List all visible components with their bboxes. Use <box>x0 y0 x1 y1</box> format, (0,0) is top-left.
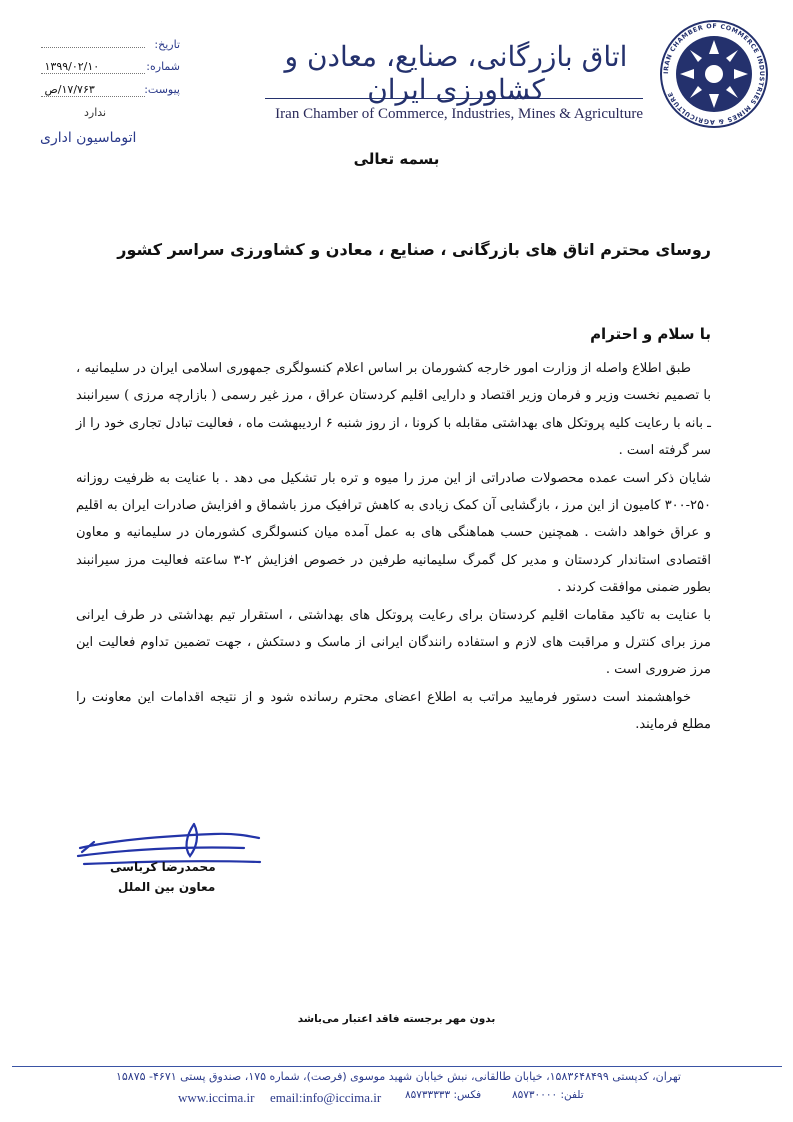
number-row <box>40 60 180 74</box>
signer-title: معاون بین الملل <box>118 880 216 894</box>
svg-text:IRAN CHAMBER OF COMMERCE INDUS: IRAN CHAMBER OF COMMERCE INDUSTRIES MINES & AGRICULTURE <box>662 22 766 126</box>
number-value: ۱۳۹۹/۰۲/۱۰ <box>41 60 145 74</box>
automation-label: اتوماسیون اداری <box>40 130 137 146</box>
footer-address: تهران، کدپستی ۱۵۸۳۶۴۸۴۹۹، خیابان طالقانی، نبش خیابان شهید موسوی (فرصت)، شماره ۱۷۵، صندوق پستی ۴۶۷۱- ۱۵۸۷۵ <box>115 1070 681 1083</box>
paragraph: طبق اطلاع واصله از وزارت امور خارجه کشورمان بر اساس اعلام کنسولگری جمهوری اسلامی ایران در سلیمانیه ، با تصمیم نخست وزیر و فرمان وزیر اقتصاد و دارایی اقلیم کردستان عراق ، مرز غیر رسمی ( بازارچه مرزی ) سیرانبند ـ بانه با رعایت کلیه پروتکل های بهداشتی مقابله با کرونا ، از روز شنبه ۶ اردیبهشت ماه ، فعالیت تبادل تجاری خود را از سر گرفته است . <box>76 361 711 459</box>
date-label: تاریخ: <box>154 38 180 51</box>
recipient: روسای محترم اتاق های بازرگانی ، صنایع ، معادن و کشاورزی سراسر کشور <box>117 240 711 259</box>
attachment-value: ۱۷/۷۶۳/ص <box>41 83 145 97</box>
paragraph: خواهشمند است دستور فرمایید مراتب به اطلاع اعضای محترم رسانده شود و از نتیجه اقدامات این معاونت را مطلع فرمایند. <box>76 689 711 733</box>
attachment-label: پیوست: <box>144 83 180 96</box>
bismillah: بسمه تعالی <box>353 150 440 168</box>
footer-tel: تلفن: ۸۵۷۳۰۰۰۰ <box>512 1089 584 1101</box>
chamber-logo <box>658 18 770 130</box>
signer-name: محمدرضا کرباسی <box>110 860 216 874</box>
brand-name-persian: اتاق بازرگانی، صنایع، معادن و کشاورزی ایران <box>284 40 628 106</box>
brand-name-english: Iran Chamber of Commerce, Industries, Mines & Agriculture <box>275 106 643 122</box>
date-row <box>40 38 180 51</box>
footer-website[interactable]: www.iccima.ir <box>178 1090 255 1105</box>
header-divider <box>265 98 643 99</box>
footer-divider <box>12 1066 782 1067</box>
paragraph: شایان ذکر است عمده محصولات صادراتی از این مرز را میوه و تره بار تشکیل می دهد . با عنایت به ظرفیت روزانه ۲۵۰-۳۰۰ کامیون از این مرز ، بازگشایی آن کمک زیادی به کاهش ترافیک مرز باشماق و افزایش صادرات ایران به اقلیم و عراق خواهد داشت . همچنین حسب هماهنگی های به عمل آمده میان کنسولگری کشورمان در سلیمانیه و معاون اقتصادی استاندار کردستان و مدیر کل گمرگ سلیمانیه طرفین در خصوص افزایش ۲-۳ ساعته فعالیت مرز سیرانبند بطور ضمنی موافقت کردند . <box>76 470 711 596</box>
paragraph: با عنایت به تاکید مقامات اقلیم کردستان برای رعایت پروتکل های بهداشتی ، استقرار تیم بهداشتی در طرف ایرانی مرز برای کنترل و مراقبت های لازم و استفاده رانندگان ایرانی از ماسک و دستکش ، جهت تضمین تداوم فعالیت این مرز ضروری است . <box>76 607 711 678</box>
date-value <box>41 47 145 48</box>
footer-email[interactable]: email:info@iccima.ir <box>270 1090 382 1105</box>
number-label: شماره: <box>146 60 180 73</box>
footer-fax: فکس: ۸۵۷۳۳۳۳۳ <box>405 1089 482 1101</box>
greeting: با سلام و احترام <box>590 325 711 343</box>
attachment-none: ندارد <box>84 106 107 119</box>
validity-notice: بدون مهر برجسته فاقد اعتبار می‌باشد <box>297 1013 496 1025</box>
letter-body <box>76 355 711 739</box>
attachment-row <box>40 83 180 97</box>
